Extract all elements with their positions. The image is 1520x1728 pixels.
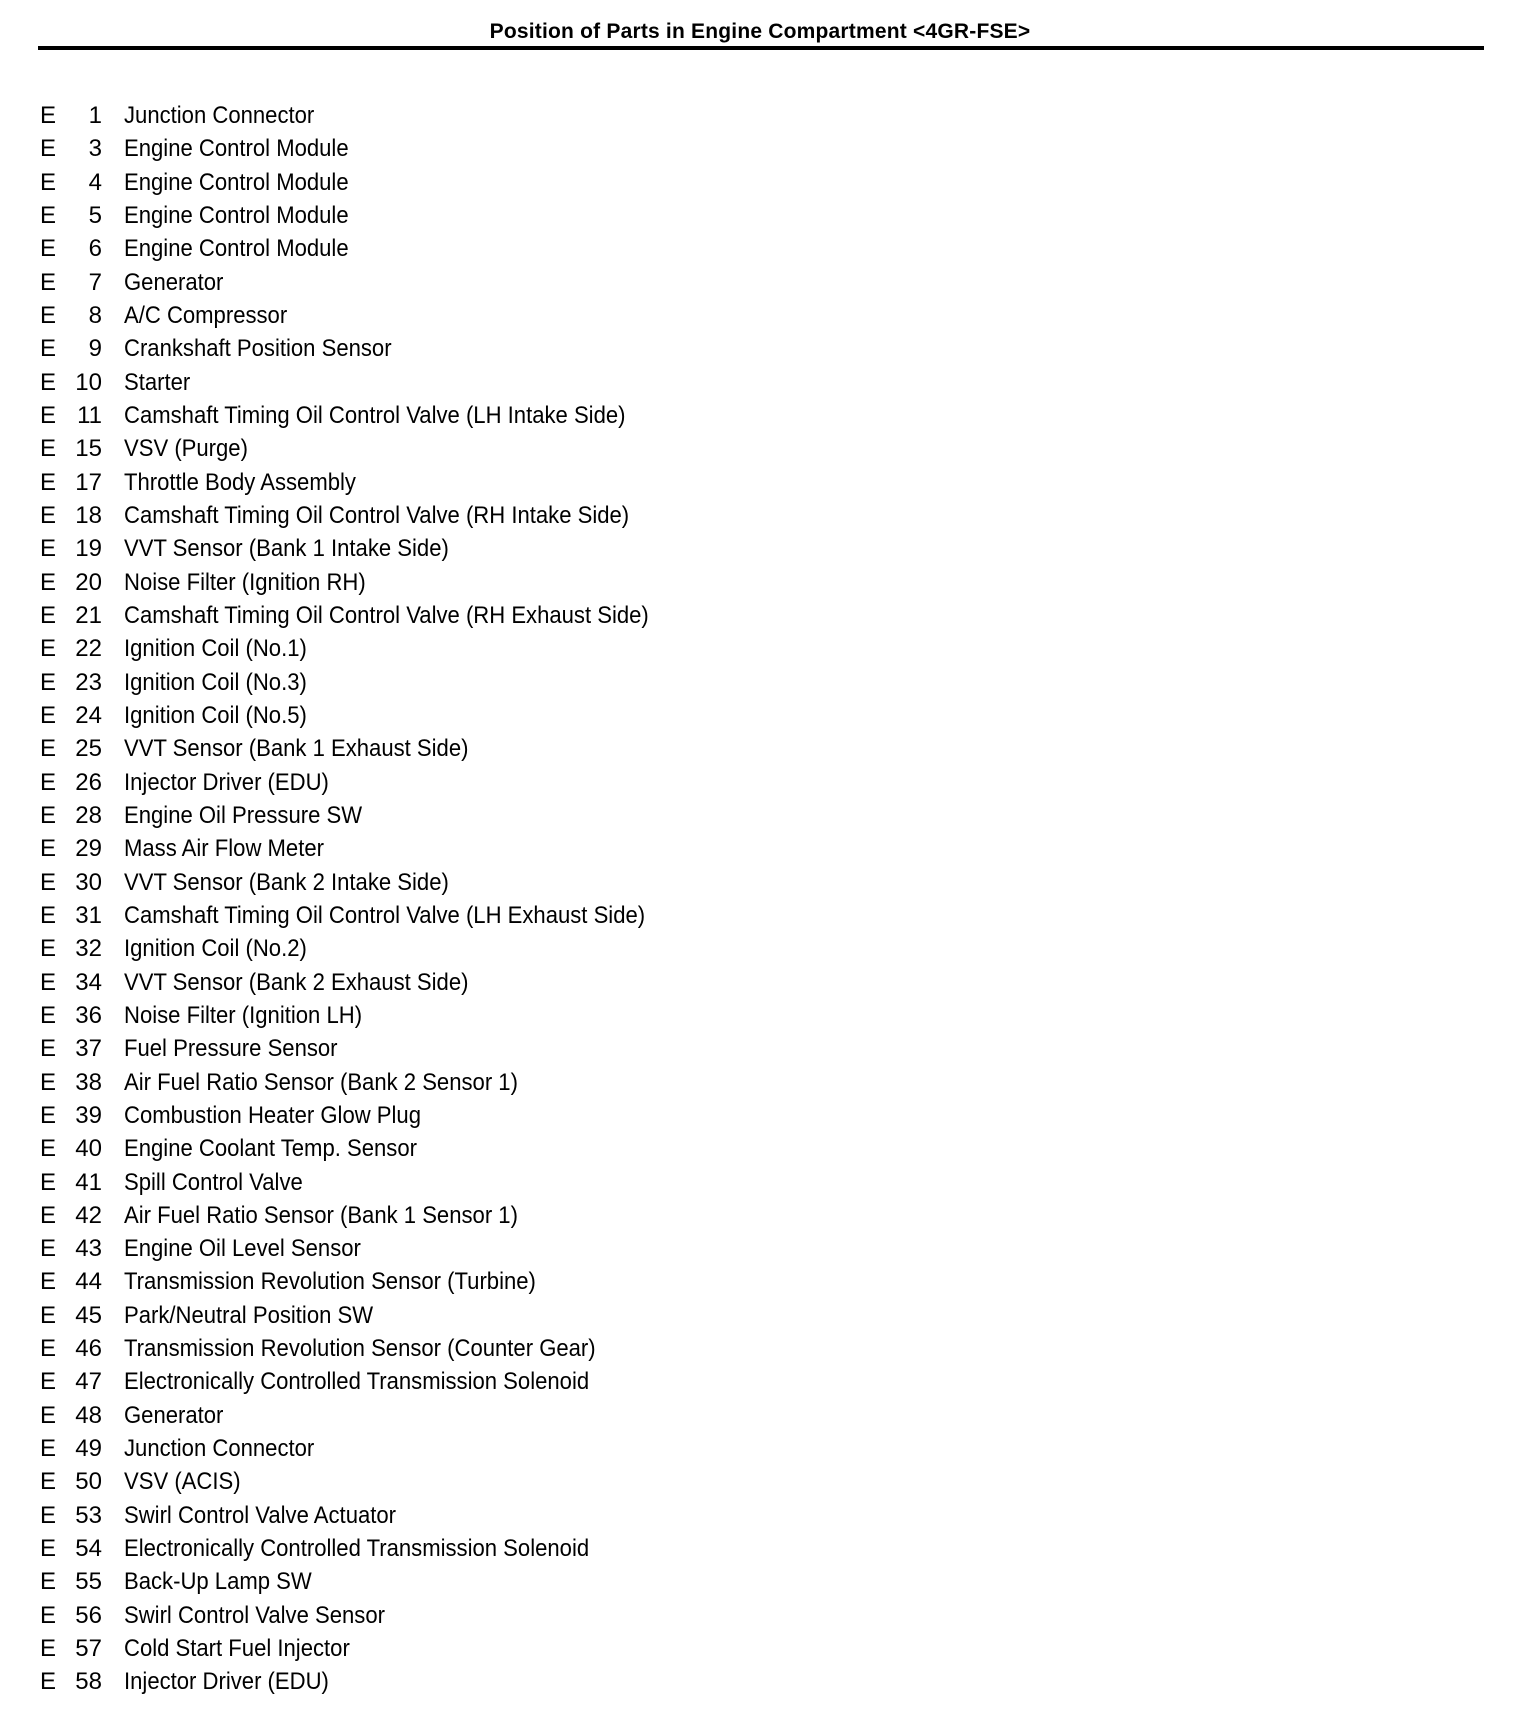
- part-code-number: 44: [75, 1268, 102, 1296]
- part-name: A/C Compressor: [124, 301, 288, 329]
- part-code-prefix: E: [40, 1068, 57, 1096]
- part-name: Park/Neutral Position SW: [124, 1301, 374, 1329]
- part-code-prefix: E: [40, 301, 57, 329]
- part-code-number: 1: [88, 102, 102, 129]
- part-code-number: 31: [75, 901, 102, 929]
- part-name: Electronically Controlled Transmission Solenoid: [124, 1535, 590, 1563]
- part-code-number: 20: [75, 568, 102, 596]
- part-code-number: 9: [88, 335, 102, 363]
- part-code-number: 50: [75, 1468, 102, 1496]
- part-code-prefix: E: [40, 1435, 57, 1463]
- part-code-number: 45: [75, 1301, 102, 1329]
- part-name: Electronically Controlled Transmission Solenoid: [124, 1368, 590, 1396]
- part-code-number: 41: [75, 1168, 102, 1196]
- part-code-prefix: E: [40, 801, 57, 829]
- part-code-number: 21: [75, 601, 102, 629]
- part-code-number: 47: [75, 1368, 102, 1396]
- part-name: Ignition Coil (No.1): [124, 635, 307, 663]
- part-code-number: 38: [75, 1068, 102, 1096]
- part-name: Starter: [124, 368, 191, 396]
- part-code-number: 15: [75, 435, 102, 463]
- part-code-number: 28: [75, 801, 102, 829]
- part-code-prefix: E: [40, 268, 57, 296]
- part-name: VVT Sensor (Bank 2 Intake Side): [124, 868, 449, 896]
- part-name: Ignition Coil (No.3): [124, 668, 307, 696]
- part-code-number: 26: [75, 768, 102, 796]
- part-name: Camshaft Timing Oil Control Valve (RH Intake Side): [124, 501, 630, 529]
- part-name: Fuel Pressure Sensor: [124, 1035, 338, 1063]
- part-code-prefix: E: [40, 501, 57, 529]
- part-code-number: 49: [75, 1435, 102, 1463]
- title-divider: [38, 46, 1484, 50]
- part-code-prefix: E: [40, 1135, 57, 1163]
- part-name: Ignition Coil (No.2): [124, 935, 307, 963]
- part-code-prefix: E: [40, 735, 57, 763]
- part-code-prefix: E: [40, 1301, 57, 1329]
- part-name: Air Fuel Ratio Sensor (Bank 2 Sensor 1): [124, 1068, 518, 1096]
- part-code-prefix: E: [40, 535, 57, 563]
- part-code-prefix: E: [40, 1635, 57, 1663]
- part-name: Cold Start Fuel Injector: [124, 1635, 350, 1663]
- part-code-number: 5: [88, 201, 102, 229]
- part-code-number: 58: [75, 1668, 102, 1696]
- part-name: Generator: [124, 268, 224, 296]
- part-name: Mass Air Flow Meter: [124, 835, 324, 863]
- part-code-number: 57: [75, 1635, 102, 1663]
- part-name: Transmission Revolution Sensor (Counter Gear): [124, 1335, 596, 1363]
- part-code-prefix: E: [40, 835, 57, 863]
- part-code-prefix: E: [40, 635, 57, 663]
- part-code-prefix: E: [40, 235, 57, 263]
- part-name: Engine Coolant Temp. Sensor: [124, 1135, 417, 1163]
- part-code-number: 4: [88, 168, 102, 196]
- part-code-prefix: E: [40, 401, 57, 429]
- part-name: Air Fuel Ratio Sensor (Bank 1 Sensor 1): [124, 1201, 518, 1229]
- part-code-prefix: E: [40, 1335, 57, 1363]
- part-name: Engine Oil Level Sensor: [124, 1235, 361, 1263]
- part-code-prefix: E: [40, 1368, 57, 1396]
- part-code-number: 40: [75, 1135, 102, 1163]
- part-name: Engine Oil Pressure SW: [124, 801, 363, 829]
- part-name: Junction Connector: [124, 1435, 315, 1463]
- part-code-prefix: E: [40, 668, 57, 696]
- part-name: Transmission Revolution Sensor (Turbine): [124, 1268, 536, 1296]
- part-name: Swirl Control Valve Actuator: [124, 1501, 397, 1529]
- part-code-number: 17: [75, 468, 102, 496]
- part-name: Injector Driver (EDU): [124, 768, 329, 796]
- part-name: Engine Control Module: [124, 168, 349, 196]
- part-code-number: 6: [88, 235, 102, 263]
- part-code-prefix: E: [40, 102, 57, 129]
- part-code-prefix: E: [40, 1601, 57, 1629]
- part-code-number: 32: [75, 935, 102, 963]
- part-name: Crankshaft Position Sensor: [124, 335, 392, 363]
- part-code-prefix: E: [40, 935, 57, 963]
- part-code-prefix: E: [40, 468, 57, 496]
- part-name: Injector Driver (EDU): [124, 1668, 329, 1696]
- part-code-number: 30: [75, 868, 102, 896]
- part-code-prefix: E: [40, 1268, 57, 1296]
- page-title: Position of Parts in Engine Compartment <4GR-FSE>: [489, 20, 1031, 43]
- part-code-number: 19: [75, 535, 102, 563]
- part-code-prefix: E: [40, 968, 57, 996]
- part-code-prefix: E: [40, 1568, 57, 1596]
- part-name: Noise Filter (Ignition RH): [124, 568, 366, 596]
- part-name: Camshaft Timing Oil Control Valve (RH Exhaust Side): [124, 601, 649, 629]
- part-name: Swirl Control Valve Sensor: [124, 1601, 385, 1629]
- part-code-prefix: E: [40, 368, 57, 396]
- part-code-prefix: E: [40, 701, 57, 729]
- part-code-prefix: E: [40, 1168, 57, 1196]
- part-code-number: 8: [88, 301, 102, 329]
- part-name: Back-Up Lamp SW: [124, 1568, 312, 1596]
- part-code-prefix: E: [40, 1468, 57, 1496]
- part-code-prefix: E: [40, 768, 57, 796]
- part-name: VVT Sensor (Bank 2 Exhaust Side): [124, 968, 469, 996]
- part-code-prefix: E: [40, 335, 57, 363]
- part-code-prefix: E: [40, 568, 57, 596]
- part-code-prefix: E: [40, 1235, 57, 1263]
- part-name: Spill Control Valve: [124, 1168, 303, 1196]
- part-code-prefix: E: [40, 168, 57, 196]
- part-code-prefix: E: [40, 1668, 57, 1696]
- part-code-number: 42: [75, 1201, 102, 1229]
- part-code-number: 11: [77, 401, 102, 429]
- part-code-number: 36: [75, 1001, 102, 1029]
- part-name: Camshaft Timing Oil Control Valve (LH Intake Side): [124, 401, 626, 429]
- part-name: Junction Connector: [124, 102, 315, 129]
- part-code-prefix: E: [40, 1101, 57, 1129]
- part-code-prefix: E: [40, 1035, 57, 1063]
- part-code-prefix: E: [40, 1001, 57, 1029]
- part-code-number: 34: [75, 968, 102, 996]
- part-name: Combustion Heater Glow Plug: [124, 1101, 422, 1129]
- part-code-prefix: E: [40, 201, 57, 229]
- part-name: Noise Filter (Ignition LH): [124, 1001, 363, 1029]
- part-code-number: 53: [75, 1501, 102, 1529]
- part-name: Engine Control Module: [124, 135, 349, 163]
- part-code-number: 3: [88, 135, 102, 163]
- part-code-number: 29: [75, 835, 102, 863]
- part-code-prefix: E: [40, 1501, 57, 1529]
- part-name: Generator: [124, 1401, 224, 1429]
- part-code-prefix: E: [40, 868, 57, 896]
- part-name: Engine Control Module: [124, 235, 349, 263]
- part-code-prefix: E: [40, 135, 57, 163]
- part-code-prefix: E: [40, 1401, 57, 1429]
- part-code-number: 22: [75, 635, 102, 663]
- part-code-prefix: E: [40, 901, 57, 929]
- part-code-number: 37: [75, 1035, 102, 1063]
- part-code-number: 54: [75, 1535, 102, 1563]
- part-code-number: 10: [75, 368, 102, 396]
- part-name: VSV (ACIS): [124, 1468, 241, 1496]
- part-code-number: 25: [75, 735, 102, 763]
- part-name: Camshaft Timing Oil Control Valve (LH Exhaust Side): [124, 901, 646, 929]
- part-code-number: 56: [75, 1601, 102, 1629]
- part-code-number: 43: [75, 1235, 102, 1263]
- part-name: Ignition Coil (No.5): [124, 701, 307, 729]
- part-code-prefix: E: [40, 601, 57, 629]
- part-code-number: 18: [75, 501, 102, 529]
- part-code-number: 46: [75, 1335, 102, 1363]
- part-name: Throttle Body Assembly: [124, 468, 356, 496]
- part-name: VVT Sensor (Bank 1 Intake Side): [124, 535, 449, 563]
- part-name: VSV (Purge): [124, 435, 248, 463]
- part-name: Engine Control Module: [124, 201, 349, 229]
- part-code-prefix: E: [40, 1535, 57, 1563]
- part-code-number: 23: [75, 668, 102, 696]
- part-code-number: 24: [75, 701, 102, 729]
- part-code-prefix: E: [40, 1201, 57, 1229]
- part-code-number: 55: [75, 1568, 102, 1596]
- part-code-prefix: E: [40, 435, 57, 463]
- part-code-number: 39: [75, 1101, 102, 1129]
- part-code-number: 48: [75, 1401, 102, 1429]
- part-name: VVT Sensor (Bank 1 Exhaust Side): [124, 735, 469, 763]
- part-code-number: 7: [88, 268, 102, 296]
